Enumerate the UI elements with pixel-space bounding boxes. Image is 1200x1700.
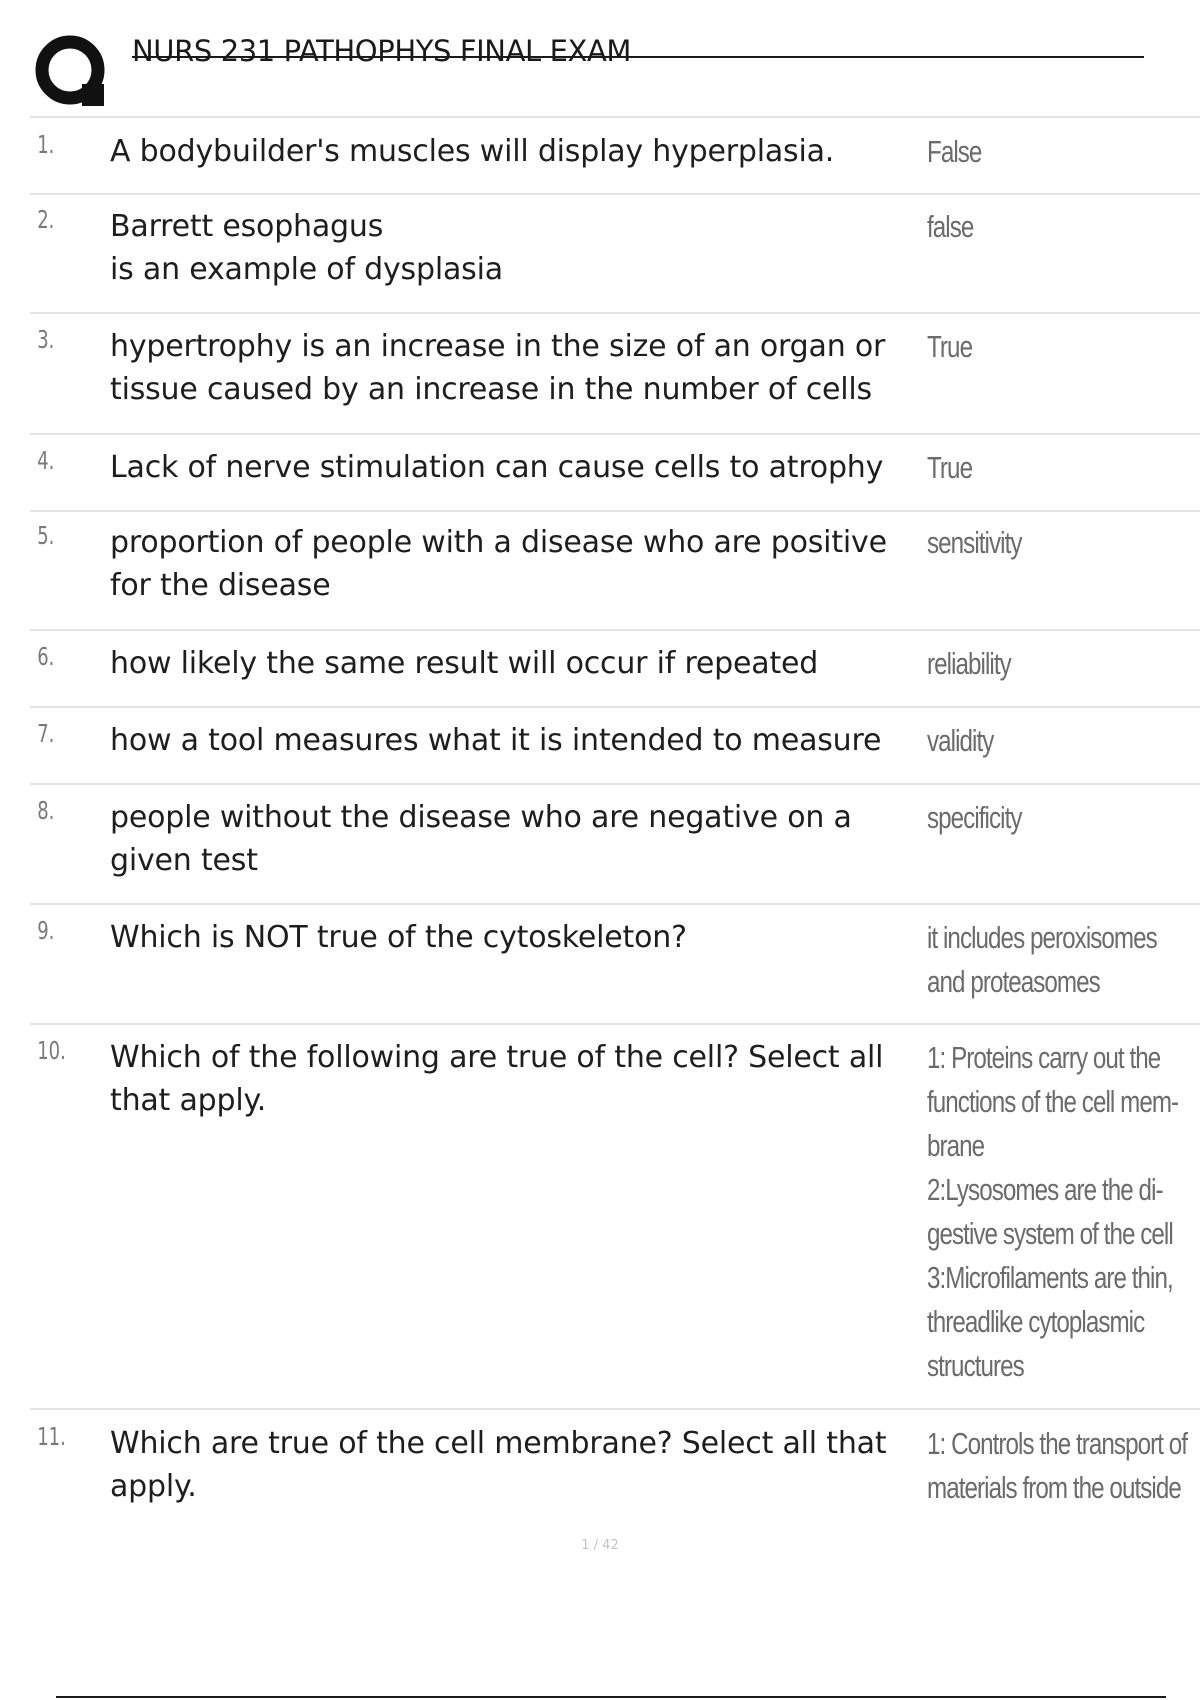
row-answer-text: it includes peroxisomes and proteasomes (927, 920, 1157, 999)
row-number: 7. (37, 719, 55, 748)
row-number: 5. (37, 521, 55, 550)
qa-row (30, 706, 1200, 783)
row-answer-text: validity (927, 723, 994, 758)
qa-row (30, 116, 1200, 193)
qa-row (30, 193, 1200, 312)
row-answer (925, 719, 1200, 783)
row-answer-text: True (927, 450, 973, 485)
row-answer-text: false (927, 209, 974, 244)
row-number: 10. (37, 1036, 66, 1065)
row-question: Which of the following are true of the cell? Select all that apply. (110, 1040, 884, 1118)
qa-row (30, 433, 1200, 510)
qa-table (30, 116, 1200, 1526)
row-number: 6. (37, 642, 55, 671)
row-answer-text: 1: Proteins carry out the functions of the cell mem- brane 2:Lysosomes are the di- gestive system of the cell 3:Microfilaments are thin, threadlike cytoplasmic structures (927, 1040, 1179, 1383)
row-number: 4. (37, 446, 55, 475)
row-question: Lack of nerve stimulation can cause cells to atrophy (110, 450, 884, 485)
qa-row (30, 1408, 1200, 1526)
quizlet-q-logo-icon (32, 32, 112, 112)
row-question: how a tool measures what it is intended to measure (110, 723, 882, 758)
row-answer (925, 521, 1200, 629)
qa-row (30, 1023, 1200, 1408)
qa-row (30, 903, 1200, 1023)
row-question: Which is NOT true of the cytoskeleton? (110, 920, 687, 955)
row-answer-text: reliability (927, 646, 1011, 681)
row-question: hypertrophy is an increase in the size of an organ or tissue caused by an increase in the number of cells (110, 329, 886, 407)
row-answer (925, 205, 1200, 312)
row-number: 8. (37, 796, 55, 825)
row-answer (925, 1422, 1200, 1526)
row-answer (925, 642, 1200, 706)
row-question: Barrett esophagus is an example of dysplasia (110, 209, 503, 287)
row-answer (925, 1036, 1200, 1408)
row-answer-text: True (927, 329, 973, 364)
page-number: 1 / 42 (581, 1538, 619, 1553)
row-answer-text: 1: Controls the transport of materials from the outside (927, 1426, 1188, 1505)
row-number: 3. (37, 325, 55, 354)
row-question: how likely the same result will occur if repeated (110, 646, 819, 681)
row-answer-text: specificity (927, 800, 1022, 835)
qa-row (30, 629, 1200, 706)
row-question: Which are true of the cell membrane? Select all that apply. (110, 1426, 887, 1504)
document-title: NURS 231 PATHOPHYS FINAL EXAM (132, 34, 632, 68)
row-answer (925, 796, 1200, 903)
page-header (32, 28, 1144, 118)
row-number: 11. (37, 1422, 66, 1451)
row-answer (925, 325, 1200, 433)
row-answer (925, 446, 1200, 510)
row-answer (925, 916, 1200, 1023)
qa-row (30, 510, 1200, 629)
row-answer (925, 130, 1200, 193)
qa-row (30, 312, 1200, 433)
row-question: A bodybuilder's muscles will display hyperplasia. (110, 134, 835, 169)
bottom-rule (56, 1696, 1166, 1698)
row-question: people without the disease who are negative on a given test (110, 800, 852, 878)
row-number: 1. (37, 130, 55, 159)
qa-row (30, 783, 1200, 903)
row-question: proportion of people with a disease who are positive for the disease (110, 525, 887, 603)
row-answer-text: False (927, 134, 982, 169)
row-answer-text: sensitivity (927, 525, 1022, 560)
row-number: 9. (37, 916, 55, 945)
row-number: 2. (37, 205, 55, 234)
